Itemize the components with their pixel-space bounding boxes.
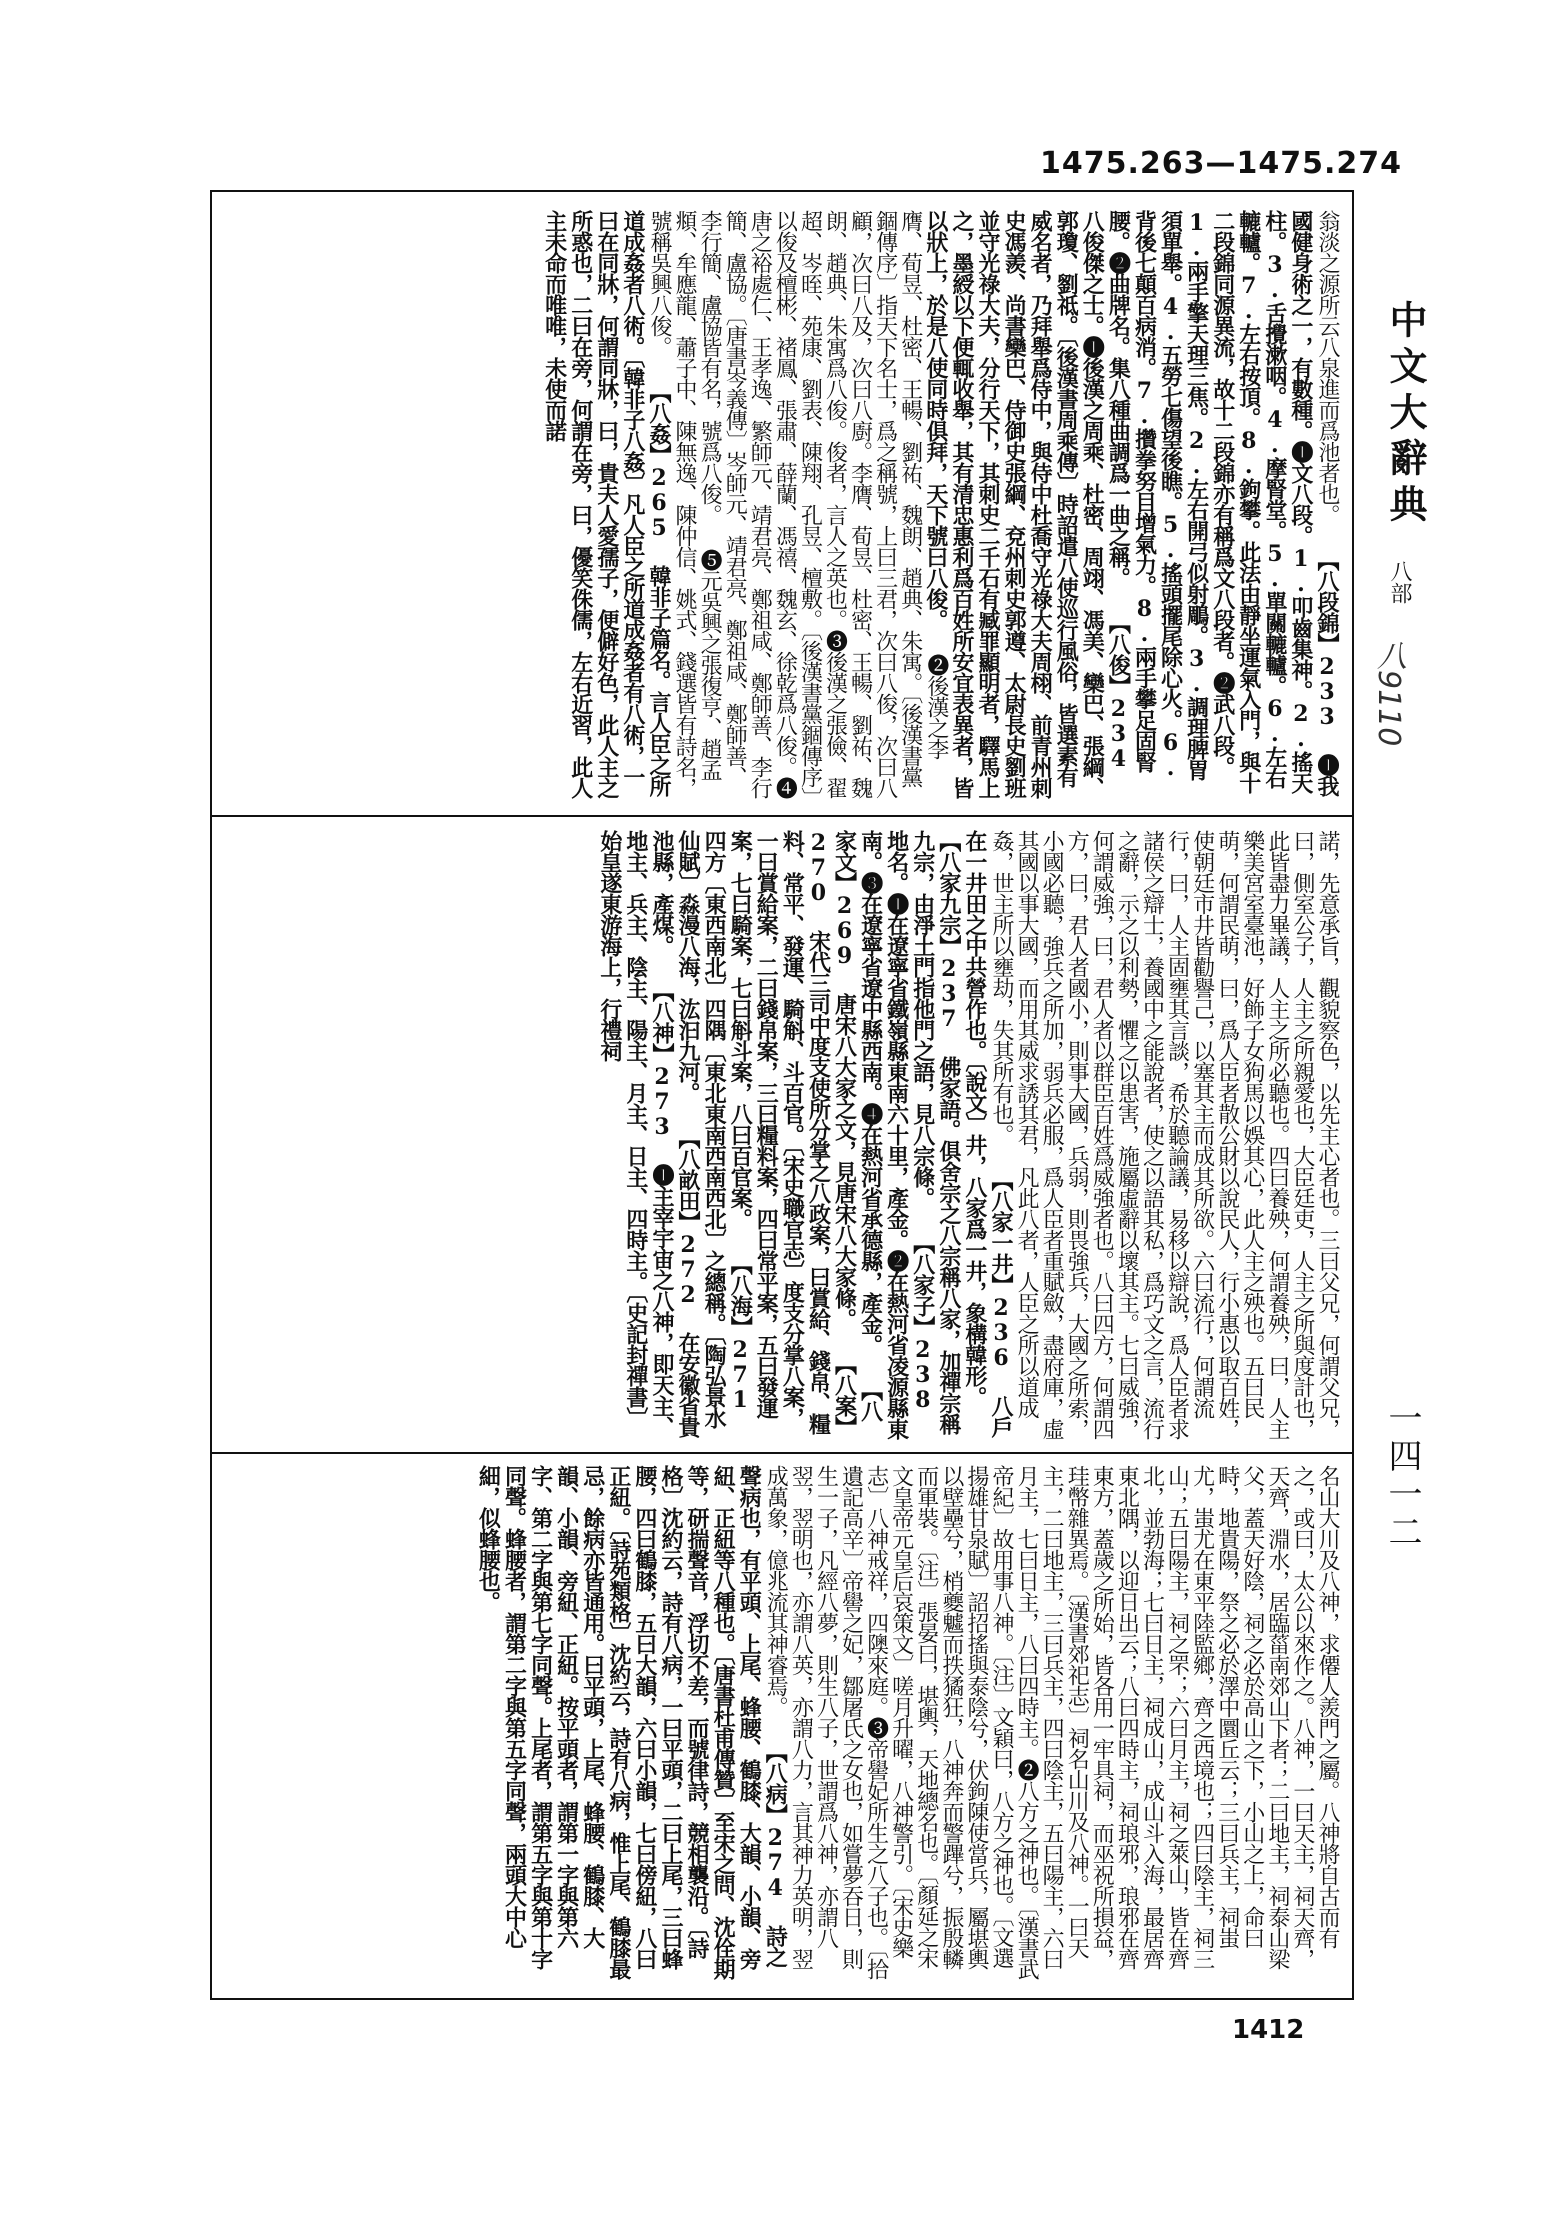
page-number: 1412 [1232,2015,1305,2045]
entry-bajun: 【八俊】234 八俊傑之士。❶後漢之周乘、杜密、周翊、馮美、欒巴、張綱、郭瓊、劉祗。〔後漢書周乘傳〕時詔遣八使巡行風俗，皆選素有威名者，乃拜舉爲侍中，與侍中杜喬守光祿大夫周栩、前青州刺史馮羨、尚書欒巴、侍御史張綱、兗州刺史郭遵、太尉長史劉班並守光祿大夫，分行天下，其刺史二千石有臧罪顯明者，驛馬上之，墨綬以下便輒收舉，其有清忠惠利爲百姓所安宜表異者，皆以狀上，於是八使同時俱拜，天下號曰八俊。 [922,210,1132,798]
tier-3-text [225,1465,1340,1985]
book-title: 中文大辭典 [1383,300,1428,530]
entry-range: 1475.263—1475.274 [1040,146,1403,181]
entry-bajian: 【八姦】265 韓非子篇名。言人臣之所道成姦者八術。〔韓非子八姦〕凡人臣之所道成姦者有八術，一曰在同牀，何謂同牀，曰，貴夫人愛孺子，便僻好色，此人主之所惑也，二曰在旁，何謂在旁，曰，優笑侏儒，左右近習，此人主未命而唯唯，未使而諾 [541,210,672,798]
side-page-number: 一四一二 [1382,1400,1422,1552]
entry-bajiajiuzong: 【八家九宗】237 佛家語。俱舍宗之八宗稱八家，加禪宗稱九宗，由淨土門指他門之語，見八宗條。 [909,830,962,1434]
entry-bajiawen: 【八家文】269 唐宋八大家之文，見唐宋八大家條。 [831,830,884,1421]
entry-bahai: 【八海】271 四方〔東西南北〕四隅〔東北東南西南西北〕之總稱。〔陶弘景水仙賦〕淼漫八海，汯汩九河。 [675,830,754,1428]
tier3-part-0: 名山大川及八神，求僊人羨門之屬。八神將自古而有之，或曰，太公以來作之。八神，一曰天主，祠天齊，天齊，淵水，居臨菑南郊山下者；二曰地主，祠泰山梁父，蓋天好陰，祠之必於高山之下，小山之上，命曰畤，地貴陽，祭之必於澤中圜丘云；三曰兵主，祠蚩尤，蚩尤在東平陸監鄉，齊之西境也；四曰陰主，祠三山；五曰陽主，祠之罘；六曰月主，祠之萊山，皆在齊北，並勃海；七曰日主，祠成山，成山斗入海，最居齊東北隅，以迎日出云；八曰四時主，祠琅邪，琅邪在齊東方，蓋歲之所始，皆各用一牢具祠，而巫祝所損益，珪幣雜異焉。〔漢書郊祀志〕祠名山川及八神。一曰天主，二曰地主，三曰兵主，四曰陰主，五曰陽主，六曰月主，七曰日主，八曰四時主。❷八方之神也。〔漢書武帝紀〕故用事八神。〔注〕文穎曰，八方之神也。〔文選揚雄甘泉賦〕詔招搖與泰陰兮，伏鉤陳使當兵，屬堪輿以壁壘兮，梢夔魖而抶獝狂，八神奔而警蹕兮，振殷轔而軍裝。〔注〕張晏曰，堪輿，天地總名也。〔顏延之宋文皇帝元皇后哀策文〕嗟月升曜，八神警引。〔宋史樂志〕八神戒祥，四隩來庭。❸帝嚳妃所生之八子也。〔拾遺記高辛〕帝嚳之妃，鄒屠氏之女也，如嘗夢吞日，則生一子，凡經八夢，則生八子，世謂爲八神，亦謂八翌，翌明也，亦謂八英，亦謂八力，言其神力英明，翌成萬象，億兆流其神睿焉。 [763,1465,1340,1979]
entry-bajiayijing: 【八家一井】236 八戶在一井田之中共營作也。〔說文〕井，八家爲一井，象構韓形。 [961,830,1014,1437]
entry-baan: 【八案】270 宋代三司中度支使所分掌之八政案，曰賞給、錢帛、糧料、常平、發運、騎斛、斗百官。〔宋史職官志〕度支分掌八案，一曰賞給案，二曰錢帛案，三曰糧料案，四曰常平案，五曰發運案，七曰騎案，七曰斛斗案，八曰百官案。 [727,830,858,1437]
tier1-part-0: 翁淡之源所云八泉進而爲池者也。 [1315,210,1340,525]
entry-badanjin: 【八段錦】233 ❶我國健身術之一，有數種。❶文八段。1.叩齒集神。2.搖天柱。3.舌攪漱咽。4.摩腎堂。5.單關轆轤。6.左右轆轤。7.左右按頂。8.鉤攀。此法由靜坐運氣入門，與十二段錦同源異流，故十二段錦亦有稱爲文八段者。❷武八段。1.兩手擎天理三焦。2.左右開弓似射鵰。3.調理脾胃須單舉。4.五勞七傷望後瞧。5.搖頭擺尾除心火。6.背後七顛百病消。7.攢拳努目增氣力。8.兩手攀足固腎腰。❷曲牌名。集八種曲調爲一曲之稱。 [1105,210,1340,796]
entry-babing: 【八病】274 詩之聲病也，有平頭、上尾、蜂腰、鶴膝、大韻、小韻、旁紐、正紐等八種也。〔唐書杜甫傳贊〕至宋之問、沈佺期等，研揣聲音，浮切不差，而號律詩，競相襲沿。〔詩格〕沈約云，詩有八病，一曰平頭，二曰上尾，三曰蜂腰，四曰鶴膝，五曰大韻，六曰小韻，七曰傍紐，八曰正紐。〔詩苑類格〕沈約云，詩有八病，惟上尾、鶴膝最忌，餘病亦皆通用。曰平頭，上尾、蜂腰、鶴膝、大韻、小韻、旁紐、正紐。按平頭者，謂第一字與第六字、第二字與第七字同聲。上尾者，謂第五字與第十字同聲。蜂腰者，謂第二字與第五字同聲，兩頭大中心細，似蜂腰也。 [475,1465,789,1979]
tier-divider-2 [210,1452,1354,1454]
tier-2-text [225,830,1340,1440]
tier1-part-3: ❷後漢之李膺、荀昱、杜密、王暢、劉祐、魏朗、趙典、朱寓。〔後漢書黨錮傳序〕指天下名士，爲之稱號，上曰三君，次曰八俊，次曰八顧，次曰八及，次曰八廚。李膺、荀昱、杜密、王暢、劉祐、魏朗、趙典、朱寓爲八俊。俊者，言人之英也。❸後漢之張儉、翟超、岑晊、苑康、劉表、陳翔、孔昱、檀敷。〔後漢書黨錮傳序〕以俊及檀彬、褚鳳、張肅、薛蘭、馮禧、魏玄、徐乾爲八俊。❹唐之裕處仁、王孝逸、繁師元、靖君亮、鄭祖咸、鄭師善、李行簡、盧協。〔唐書岑義傳〕岑師元、靖君亮、鄭祖咸、鄭師善、李行簡、盧協皆有名，號爲八俊。 [697,210,949,798]
tier-divider-1 [210,815,1354,817]
tier2-part-0: 諾，先意承旨，觀貌察色，以先主心者也。三曰父兄，何謂父兄，曰，側室公子，人主之所親愛也，大臣廷吏，人主之所與度計也，此皆盡力畢議，人主之所必聽也。四曰養殃，何謂養殃，曰，人主樂美宮室臺池，好飾子女狗馬以娛其心，此人主之殃也。五曰民萌，何謂民萌，曰，爲人臣者散公財以說民人，行小惠以取百姓，使朝廷市井皆勸譽己，以塞其主而成其所欲。六曰流行，何謂流行，曰，人主固壅其言談，希於聽論議，易移以辯說，爲人臣者求諸侯之辯士，養國中之能說者，使之以語其私，爲巧文之言，流行之辭，示之以利勢，懼之以患害，施屬虛辭以壞其主。七曰威強，何謂威強，曰，君人者以群臣百姓爲威強者也。八曰四方，何謂四方，曰，君人者國小，則事大國，兵弱，則畏強兵，大國之所索，小國必聽，強兵之所加，弱兵必服，爲人臣者重賦斂，盡府庫，虛其國以事大國，而用其威求誘其君，凡此八者，人臣之所以道成姦，世主所以壅劫，失其所有也。 [988,830,1340,1439]
entry-bashen: 【八神】273 ❶主宰宇宙之八神，即天主、地主、兵主、陰主、陽主、月主、日主、四時主。〔史記封禪書〕始皇遂東游海上，行禮祠 [596,830,675,1437]
section-label: 八部 [1387,560,1412,604]
entry-bamutian: 【八畝田】272 在安徽省貴池縣，產煤。 [648,830,702,1437]
tier-1-text [225,210,1340,800]
handwritten-note: 八9110 [1371,640,1406,747]
tier1-part-4: ❺元吳興之張復亨、趙孟頫、牟應龍、蕭子中、陳無逸、陳仲信、姚式、錢選皆有詩名，號稱吳興八俊。 [646,210,723,798]
entry-bajiazi: 【八家子】238 地名。❶在遼寧省鐵嶺縣東南六十里，產金。❷在熱河省凌源縣東南。❸在遼寧省遼中縣西南。❹在熱河省承德縣，產金。 [857,830,936,1439]
